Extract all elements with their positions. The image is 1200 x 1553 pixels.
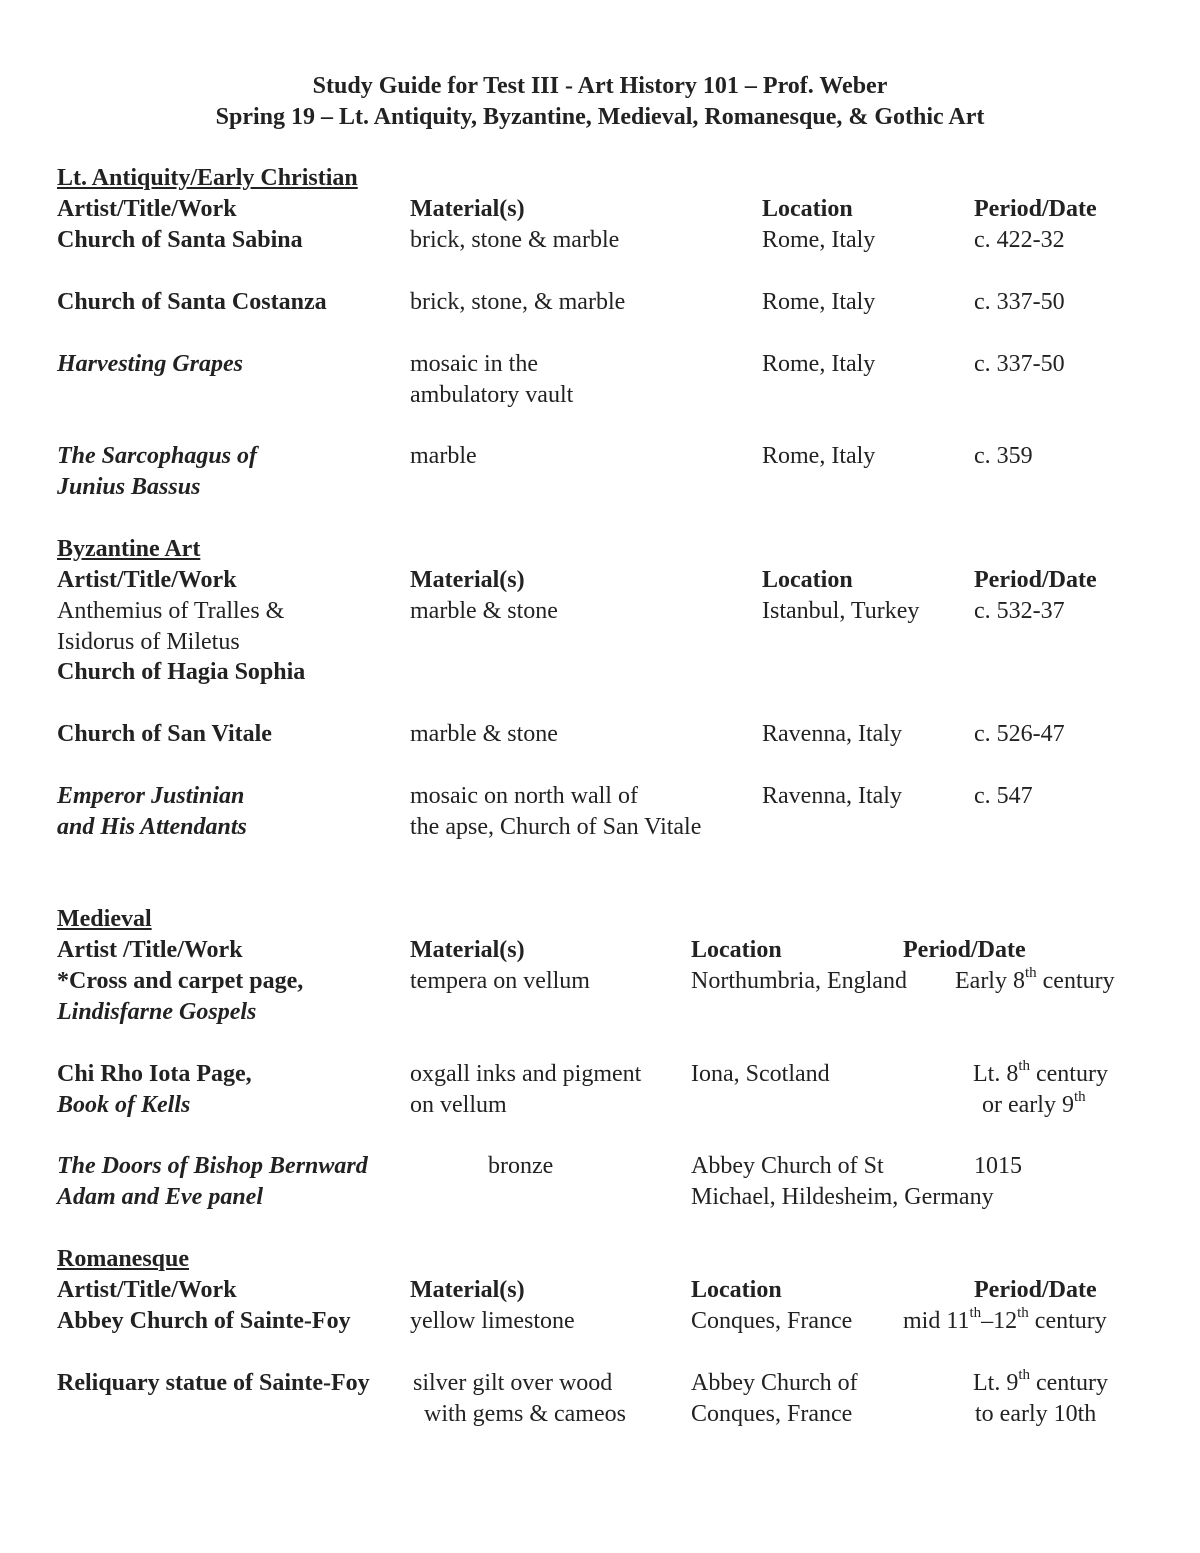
material-cell: silver gilt over wood <box>413 1370 613 1396</box>
material-cell: bronze <box>488 1153 554 1179</box>
column-header-location: Location <box>762 196 853 222</box>
material-cell: yellow limestone <box>410 1308 575 1334</box>
location-cell: Istanbul, Turkey <box>762 598 920 624</box>
column-header-date: Period/Date <box>903 937 1026 963</box>
location-cell: Rome, Italy <box>762 289 876 315</box>
location-cell: Rome, Italy <box>762 227 876 253</box>
material-cell: marble <box>410 443 477 469</box>
location-cell: Northumbria, England <box>691 968 907 994</box>
column-header-date: Period/Date <box>974 567 1097 593</box>
location-cell: Abbey Church of St <box>691 1153 884 1179</box>
column-header-material: Material(s) <box>410 567 525 593</box>
material-cell: brick, stone, & marble <box>410 289 626 315</box>
work-title: Lindisfarne Gospels <box>57 999 257 1025</box>
work-title: Church of Santa Costanza <box>57 289 327 315</box>
date-cell: Early 8th century <box>955 965 1115 994</box>
location-cell: Ravenna, Italy <box>762 783 902 809</box>
date-cell: c. 547 <box>974 783 1033 809</box>
section-title-medieval: Medieval <box>57 906 152 932</box>
material-cell: ambulatory vault <box>410 382 574 408</box>
date-cell: or early 9th <box>982 1089 1086 1118</box>
column-header-material: Material(s) <box>410 1277 525 1303</box>
work-title: Emperor Justinian <box>57 783 245 809</box>
work-title: The Doors of Bishop Bernward <box>57 1153 368 1179</box>
material-cell: marble & stone <box>410 721 558 747</box>
date-cell: c. 337-50 <box>974 289 1065 315</box>
artist-name: Isidorus of Miletus <box>57 629 240 655</box>
date-cell: c. 422-32 <box>974 227 1065 253</box>
artist-name: Anthemius of Tralles & <box>57 598 285 624</box>
material-cell: with gems & cameos <box>424 1401 626 1427</box>
column-header-date: Period/Date <box>974 196 1097 222</box>
location-cell: Ravenna, Italy <box>762 721 902 747</box>
date-cell: c. 526-47 <box>974 721 1065 747</box>
date-cell: c. 337-50 <box>974 351 1065 377</box>
material-cell: on vellum <box>410 1092 507 1118</box>
column-header-artist: Artist /Title/Work <box>57 937 243 963</box>
column-header-artist: Artist/Title/Work <box>57 1277 237 1303</box>
section-title-byzantine: Byzantine Art <box>57 536 201 562</box>
location-cell: Conques, France <box>691 1401 853 1427</box>
work-title: Reliquary statue of Sainte-Foy <box>57 1370 370 1396</box>
date-cell: c. 532-37 <box>974 598 1065 624</box>
document-title: Study Guide for Test III - Art History 101 – Prof. Weber <box>312 73 888 99</box>
location-cell: Rome, Italy <box>762 351 876 377</box>
column-header-date: Period/Date <box>974 1277 1097 1303</box>
date-cell: Lt. 8th century <box>973 1058 1108 1087</box>
date-cell: to early 10th <box>975 1401 1097 1427</box>
location-cell: Abbey Church of <box>691 1370 858 1396</box>
work-title: Abbey Church of Sainte-Foy <box>57 1308 351 1334</box>
material-cell: marble & stone <box>410 598 558 624</box>
work-title: Adam and Eve panel <box>57 1184 264 1210</box>
date-cell: mid 11th–12th century <box>903 1305 1107 1334</box>
material-cell: tempera on vellum <box>410 968 590 994</box>
column-header-artist: Artist/Title/Work <box>57 196 237 222</box>
work-title: Harvesting Grapes <box>57 351 243 377</box>
column-header-material: Material(s) <box>410 937 525 963</box>
material-cell: mosaic in the <box>410 351 538 377</box>
column-header-location: Location <box>691 1277 782 1303</box>
work-title: *Cross and carpet page, <box>57 968 304 994</box>
work-title: Book of Kells <box>57 1092 191 1118</box>
date-cell: 1015 <box>974 1153 1022 1179</box>
material-cell: brick, stone & marble <box>410 227 620 253</box>
work-title: The Sarcophagus of <box>57 443 258 469</box>
material-cell: the apse, Church of San Vitale <box>410 814 702 840</box>
material-cell: oxgall inks and pigment <box>410 1061 642 1087</box>
work-title: and His Attendants <box>57 814 247 840</box>
material-cell: mosaic on north wall of <box>410 783 638 809</box>
work-title: Chi Rho Iota Page, <box>57 1061 252 1087</box>
column-header-material: Material(s) <box>410 196 525 222</box>
work-title: Junius Bassus <box>57 474 201 500</box>
document-subtitle: Spring 19 – Lt. Antiquity, Byzantine, Medieval, Romanesque, & Gothic Art <box>215 104 985 130</box>
date-cell: Lt. 9th century <box>973 1367 1108 1396</box>
work-title: Church of Hagia Sophia <box>57 659 306 685</box>
section-title-late-antiquity: Lt. Antiquity/Early Christian <box>57 165 358 191</box>
column-header-location: Location <box>762 567 853 593</box>
column-header-location: Location <box>691 937 782 963</box>
section-title-romanesque: Romanesque <box>57 1246 190 1272</box>
location-cell: Conques, France <box>691 1308 853 1334</box>
location-cell: Iona, Scotland <box>691 1061 830 1087</box>
column-header-artist: Artist/Title/Work <box>57 567 237 593</box>
work-title: Church of San Vitale <box>57 721 272 747</box>
work-title: Church of Santa Sabina <box>57 227 303 253</box>
location-cell: Michael, Hildesheim, Germany <box>691 1184 994 1210</box>
location-cell: Rome, Italy <box>762 443 876 469</box>
date-cell: c. 359 <box>974 443 1033 469</box>
